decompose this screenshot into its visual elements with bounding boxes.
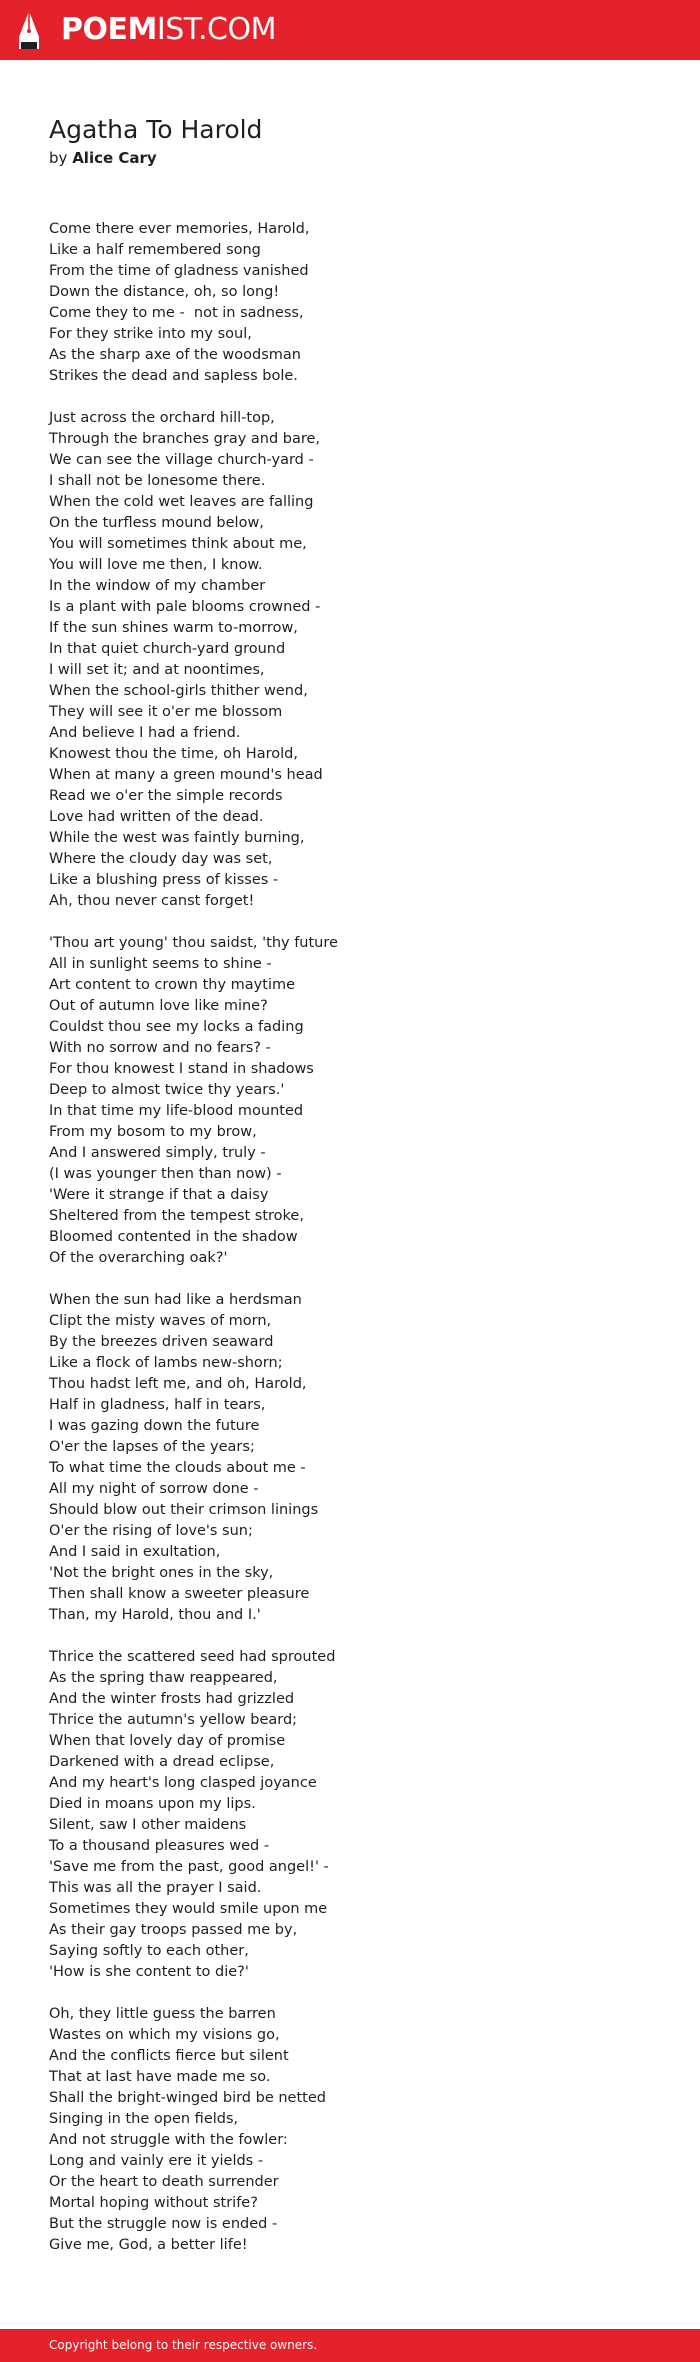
poem-line: Is a plant with pale blooms crowned - — [49, 599, 321, 615]
poem-line: I will set it; and at noontimes, — [49, 662, 265, 678]
poem-stanza — [49, 408, 669, 912]
logo-thin-text: IST.COM — [156, 12, 276, 47]
poem-line: All my night of sorrow done - — [49, 1481, 259, 1497]
site-header — [0, 0, 700, 60]
poem-line: Love had written of the dead. — [49, 809, 264, 825]
poem-line: You will sometimes think about me, — [49, 536, 307, 552]
poem-line: Thrice the scattered seed had sprouted — [49, 1649, 336, 1665]
poem-line: Darkened with a dread eclipse, — [49, 1754, 275, 1770]
poem-line: As the sharp axe of the woodsman — [49, 347, 301, 363]
poem-stanza — [49, 219, 669, 387]
poem-line: For thou knowest I stand in shadows — [49, 1061, 314, 1077]
copyright-notice: Copyright belong to their respective owners. — [49, 2338, 318, 2352]
poem-line: While the west was faintly burning, — [49, 830, 305, 846]
poem-line: O'er the rising of love's sun; — [49, 1523, 253, 1539]
logo-bold-text: POEM — [61, 12, 157, 47]
poem-line: Read we o'er the simple records — [49, 788, 283, 804]
site-footer — [0, 2329, 700, 2362]
poem-line: Come there ever memories, Harold, — [49, 221, 310, 237]
poem-line: O'er the lapses of the years; — [49, 1439, 255, 1455]
poem-line: Died in moans upon my lips. — [49, 1796, 256, 1812]
poem-line: When the school-girls thither wend, — [49, 683, 308, 699]
poem-line: Clipt the misty waves of morn, — [49, 1313, 272, 1329]
poem-line: Half in gladness, half in tears, — [49, 1397, 266, 1413]
poem-line: If the sun shines warm to-morrow, — [49, 620, 298, 636]
poem-line: Through the branches gray and bare, — [49, 431, 321, 447]
poem-stanza — [49, 2004, 669, 2256]
poem-line: Couldst thou see my locks a fading — [49, 1019, 304, 1035]
site-logo[interactable] — [61, 13, 276, 47]
poem-line: In that quiet church-yard ground — [49, 641, 286, 657]
by-label: by — [49, 149, 68, 167]
poem-line: When the sun had like a herdsman — [49, 1292, 302, 1308]
poem-title: Agatha To Harold — [49, 115, 263, 144]
poem-line: From my bosom to my brow, — [49, 1124, 257, 1140]
poem-line: Just across the orchard hill-top, — [49, 410, 275, 426]
poem-line: From the time of gladness vanished — [49, 263, 309, 279]
poem-line: Art content to crown thy maytime — [49, 977, 296, 993]
poem-line: Should blow out their crimson linings — [49, 1502, 319, 1518]
poem-line: And the winter frosts had grizzled — [49, 1691, 295, 1707]
poem-line: When the cold wet leaves are falling — [49, 494, 314, 510]
pen-nib-icon[interactable] — [17, 10, 41, 50]
poem-line: And not struggle with the fowler: — [49, 2132, 288, 2148]
poem-line: Like a blushing press of kisses - — [49, 872, 279, 888]
poem-line: 'Were it strange if that a daisy — [49, 1187, 269, 1203]
poem-stanza — [49, 1647, 669, 1983]
poem-byline — [49, 147, 157, 169]
poem-line: And believe I had a friend. — [49, 725, 241, 741]
poem-line: Of the overarching oak?' — [49, 1250, 228, 1266]
poem-line: And the conflicts fierce but silent — [49, 2048, 289, 2064]
poem-line: When at many a green mound's head — [49, 767, 323, 783]
poem-line: 'How is she content to die?' — [49, 1964, 249, 1980]
poem-line: Knowest thou the time, oh Harold, — [49, 746, 298, 762]
poem-line: Sometimes they would smile upon me — [49, 1901, 328, 1917]
poem-line: Mortal hoping without strife? — [49, 2195, 258, 2211]
poem-line: 'Save me from the past, good angel!' - — [49, 1859, 329, 1875]
poem-line: I was gazing down the future — [49, 1418, 260, 1434]
poem-line: Give me, God, a better life! — [49, 2237, 248, 2253]
poem-line: Sheltered from the tempest stroke, — [49, 1208, 304, 1224]
poem-line: Long and vainly ere it yields - — [49, 2153, 264, 2169]
poem-line: That at last have made me so. — [49, 2069, 271, 2085]
poem-line: On the turfless mound below, — [49, 515, 264, 531]
poem-line: To a thousand pleasures wed - — [49, 1838, 270, 1854]
poem-line: In the window of my chamber — [49, 578, 266, 594]
poem-body — [49, 219, 669, 2277]
poem-line: With no sorrow and no fears? - — [49, 1040, 271, 1056]
poem-line: Wastes on which my visions go, — [49, 2027, 280, 2043]
poem-line: Then shall know a sweeter pleasure — [49, 1586, 310, 1602]
poem-line: This was all the prayer I said. — [49, 1880, 262, 1896]
poem-line: By the breezes driven seaward — [49, 1334, 274, 1350]
poem-line: You will love me then, I know. — [49, 557, 263, 573]
poem-line: Saying softly to each other, — [49, 1943, 249, 1959]
poem-line: Like a half remembered song — [49, 242, 261, 258]
poem-line: For they strike into my soul, — [49, 326, 252, 342]
poem-line: Shall the bright-winged bird be netted — [49, 2090, 326, 2106]
poem-line: Thou hadst left me, and oh, Harold, — [49, 1376, 307, 1392]
poem-line: We can see the village church-yard - — [49, 452, 314, 468]
poem-line: They will see it o'er me blossom — [49, 704, 283, 720]
poem-line: And I answered simply, truly - — [49, 1145, 266, 1161]
poem-line: Come they to me - not in sadness, — [49, 305, 304, 321]
poem-line: Or the heart to death surrender — [49, 2174, 279, 2190]
poem-stanza — [49, 933, 669, 1269]
poem-line: Bloomed contented in the shadow — [49, 1229, 298, 1245]
poem-line: Singing in the open fields, — [49, 2111, 239, 2127]
poem-line: Down the distance, oh, so long! — [49, 284, 280, 300]
author-name[interactable]: Alice Cary — [72, 149, 157, 167]
poem-line: I shall not be lonesome there. — [49, 473, 266, 489]
poem-stanza — [49, 1290, 669, 1626]
poem-line: But the struggle now is ended - — [49, 2216, 278, 2232]
poem-line: (I was younger then than now) - — [49, 1166, 282, 1182]
poem-line: Where the cloudy day was set, — [49, 851, 273, 867]
poem-line: Out of autumn love like mine? — [49, 998, 268, 1014]
poem-line: Thrice the autumn's yellow beard; — [49, 1712, 298, 1728]
poem-line: Silent, saw I other maidens — [49, 1817, 247, 1833]
poem-line: As the spring thaw reappeared, — [49, 1670, 278, 1686]
poem-line: And my heart's long clasped joyance — [49, 1775, 317, 1791]
poem-line: In that time my life-blood mounted — [49, 1103, 304, 1119]
poem-line: To what time the clouds about me - — [49, 1460, 306, 1476]
poem-line: When that lovely day of promise — [49, 1733, 286, 1749]
poem-line: Strikes the dead and sapless bole. — [49, 368, 298, 384]
poem-line: Deep to almost twice thy years.' — [49, 1082, 285, 1098]
poem-line: And I said in exultation, — [49, 1544, 221, 1560]
poem-line: Oh, they little guess the barren — [49, 2006, 276, 2022]
poem-line: Ah, thou never canst forget! — [49, 893, 255, 909]
poem-line: Like a flock of lambs new-shorn; — [49, 1355, 283, 1371]
poem-line: As their gay troops passed me by, — [49, 1922, 298, 1938]
poem-line: 'Thou art young' thou saidst, 'thy future — [49, 935, 338, 951]
poem-line: All in sunlight seems to shine - — [49, 956, 272, 972]
poem-line: 'Not the bright ones in the sky, — [49, 1565, 274, 1581]
poem-line: Than, my Harold, thou and I.' — [49, 1607, 261, 1623]
